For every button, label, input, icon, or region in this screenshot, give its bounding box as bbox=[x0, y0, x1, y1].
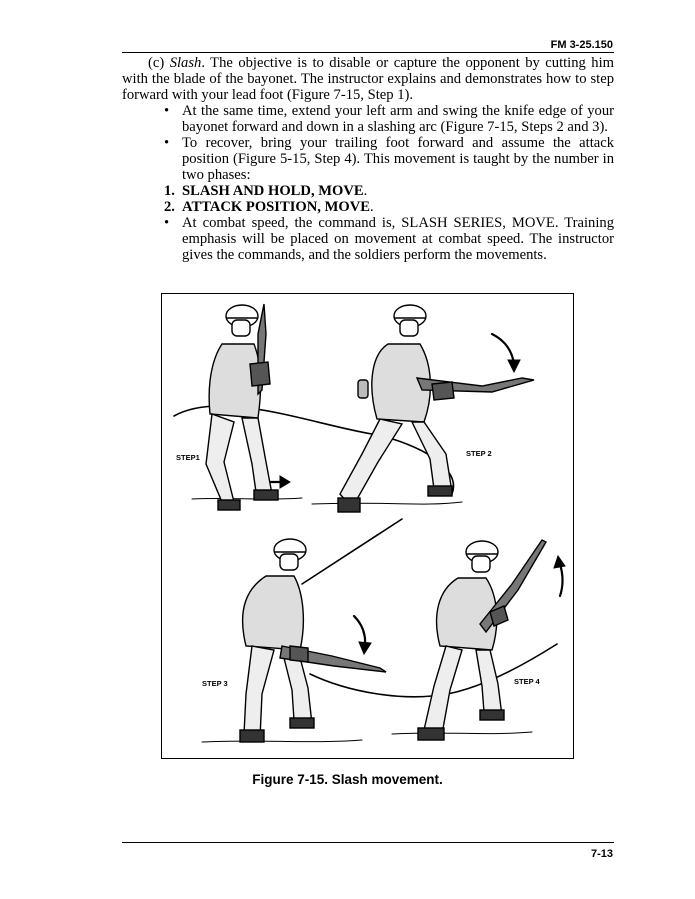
figure-frame bbox=[161, 293, 574, 759]
bullet-item bbox=[122, 215, 614, 263]
phase-item bbox=[122, 183, 614, 199]
document-id: FM 3-25.150 bbox=[550, 39, 613, 51]
header-rule bbox=[122, 52, 614, 53]
phase-end: . bbox=[363, 183, 368, 199]
paragraph-term: Slash bbox=[169, 55, 202, 71]
phase-item bbox=[122, 199, 614, 215]
bullet-text: To recover, bring your trailing foot forward and assume the attack position (Figure 5-15, Step 4). This movement is taught by the number in two phases: bbox=[182, 135, 614, 183]
phase-end: . bbox=[369, 199, 374, 215]
ground-line bbox=[192, 498, 302, 499]
figure-caption: Figure 7-15. Slash movement. bbox=[252, 772, 443, 787]
ground-line bbox=[202, 740, 362, 742]
soldier-figure bbox=[418, 540, 546, 740]
recover-arrow-icon bbox=[560, 564, 563, 596]
paragraph-label: (c) bbox=[148, 55, 165, 71]
phase-text: SLASH AND HOLD, MOVE bbox=[182, 183, 364, 199]
phase-text: ATTACK POSITION, MOVE bbox=[182, 199, 370, 215]
ground-line bbox=[392, 732, 532, 734]
figure-illustration bbox=[162, 294, 572, 757]
bullet-icon: • bbox=[164, 135, 170, 151]
soldier-figure bbox=[206, 304, 278, 510]
movement-path-line bbox=[302, 519, 402, 584]
phase-number: 1. bbox=[164, 183, 175, 199]
bullet-text: At combat speed, the command is, SLASH SERIES, MOVE. Training emphasis will be placed on movement at combat speed. The instructor gives the commands, and the soldiers perform the movements. bbox=[182, 215, 614, 263]
bullet-icon: • bbox=[164, 215, 170, 231]
bullet-text: At the same time, extend your left arm and swing the knife edge of your bayonet forward and down in a slashing arc (Figure 7-15, Steps 2 and 3). bbox=[182, 103, 614, 135]
body-text bbox=[122, 55, 614, 263]
intro-paragraph bbox=[122, 55, 614, 103]
step-label: STEP 2 bbox=[466, 449, 492, 458]
bullet-item bbox=[122, 135, 614, 183]
footer-rule bbox=[122, 842, 614, 843]
page-number: 7-13 bbox=[590, 848, 613, 860]
swing-arrow-icon bbox=[354, 616, 365, 646]
soldier-figure bbox=[338, 305, 534, 512]
phase-number: 2. bbox=[164, 199, 175, 215]
step-label: STEP 3 bbox=[202, 679, 228, 688]
step-label: STEP1 bbox=[176, 453, 200, 462]
bullet-item bbox=[122, 103, 614, 135]
bullet-icon: • bbox=[164, 103, 170, 119]
step-label: STEP 4 bbox=[514, 677, 540, 686]
paragraph-text: . The objective is to disable or capture the opponent by cutting him with the blade of the bayonet. The instructor explains and demonstrates how to step forward with your lead foot (Figure 7-15, Step 1). bbox=[122, 55, 614, 103]
ground-line bbox=[312, 502, 462, 504]
